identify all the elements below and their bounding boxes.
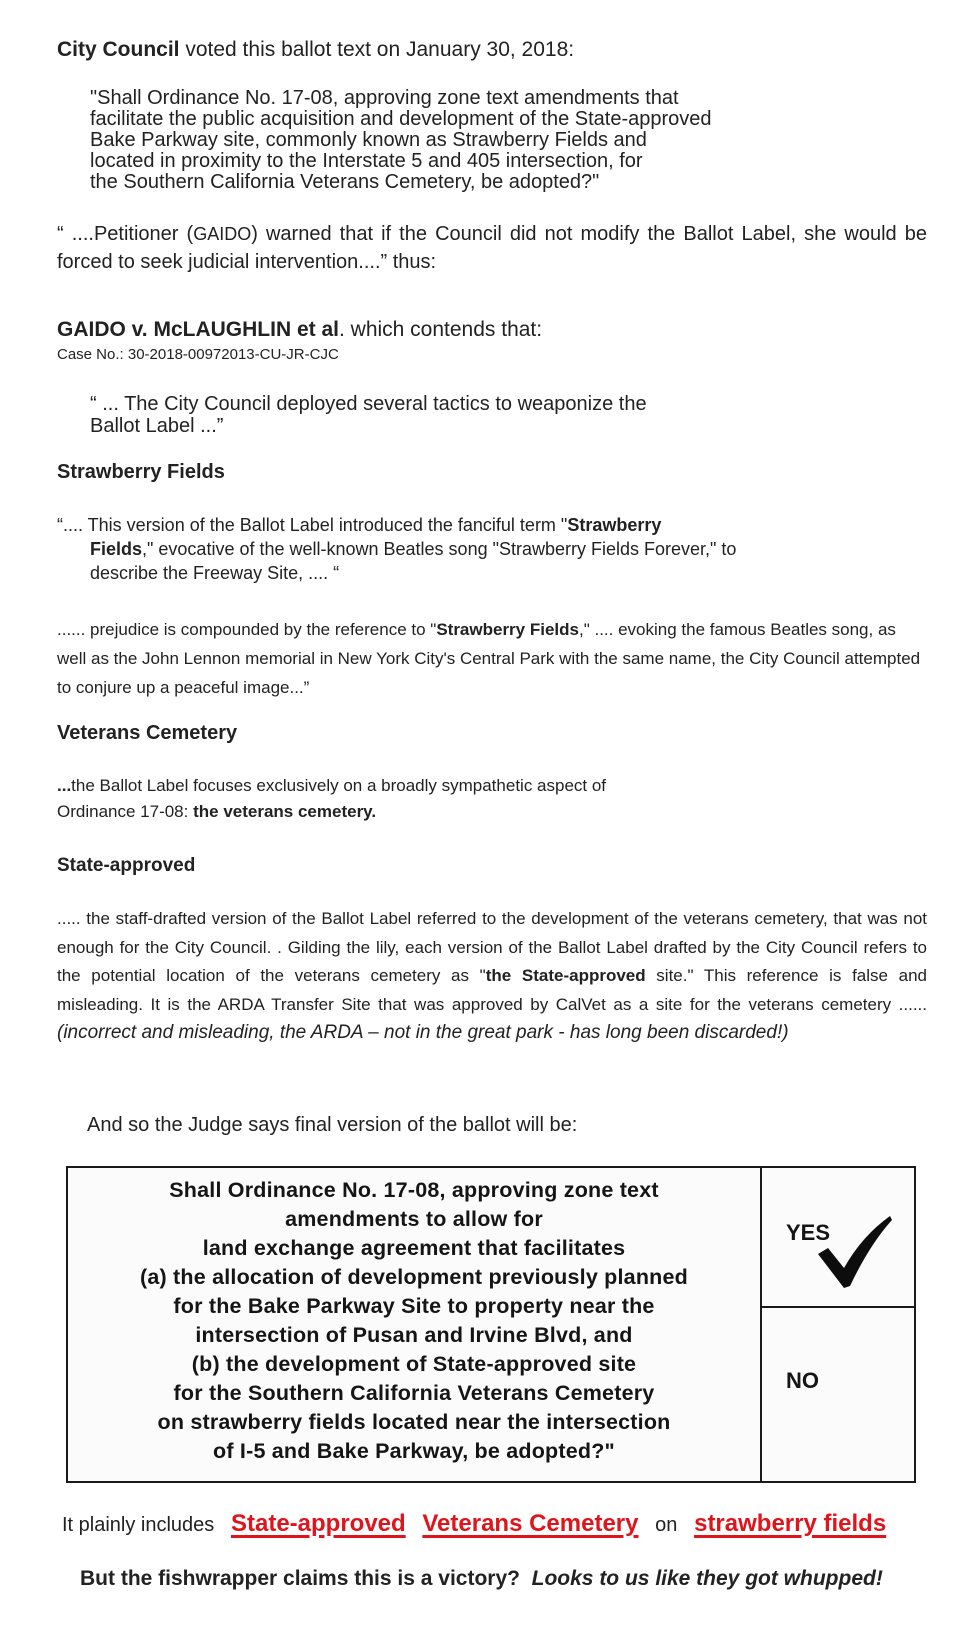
para-text: Ordinance 17-08: xyxy=(57,802,194,821)
para-text: site." This reference is false and misleading. It is the ARDA Transfer Site that was approved by CalVet as a site for the veterans cemetery ...... xyxy=(57,966,927,1014)
ballot-line: land exchange agreement that facilitates xyxy=(202,1236,626,1260)
intro-heading xyxy=(57,38,574,62)
strawberry-fields-paragraph xyxy=(57,615,927,702)
quote-indent-line xyxy=(57,537,897,561)
ballot-line: Shall Ordinance No. 17-08, approving zone text xyxy=(169,1178,659,1202)
para-text: ," .... evoking the famous Beatles song, as well as the John Lennon memorial in New York City's Central Park with the same name, the City Council attempted to conjure up a peaceful image...” xyxy=(57,620,921,697)
ballot-line: (a) the allocation of development previously planned xyxy=(140,1265,688,1289)
ballot-line: intersection of Pusan and Irvine Blvd, and xyxy=(195,1323,633,1347)
quote-bold: Fields xyxy=(90,539,143,559)
para-bold: ... xyxy=(57,776,72,795)
city-council-label: City Council xyxy=(57,38,180,61)
judge-line: And so the Judge says final version of the ballot will be: xyxy=(87,1114,578,1136)
para-bold: the veterans cemetery. xyxy=(193,802,377,821)
ballot-line: (b) the development of State-approved site xyxy=(191,1352,637,1376)
section-heading-strawberry-fields: Strawberry Fields xyxy=(57,461,225,483)
section-heading-veterans-cemetery: Veterans Cemetery xyxy=(57,722,238,744)
state-approved-paragraph xyxy=(57,905,927,1048)
ballot-line: for the Southern California Veterans Cemetery xyxy=(173,1381,655,1405)
final-remark xyxy=(80,1567,883,1591)
conclusion-prefix: It plainly includes xyxy=(62,1514,215,1536)
veterans-cemetery-paragraph xyxy=(57,773,757,825)
petitioner-rest: ) warned that if the Council did not modify the Ballot Label, she would be forced to seek judicial intervention....” thus: xyxy=(57,223,927,273)
quote-text: ," evocative of the well-known Beatles song "Strawberry Fields Forever," to xyxy=(142,539,737,559)
para-line xyxy=(57,773,757,799)
ballot-choices xyxy=(762,1168,914,1481)
quote-line: the Southern California Veterans Cemetery, be adopted?" xyxy=(90,171,600,193)
conclusion-line xyxy=(62,1510,886,1538)
para-bold: Strawberry Fields xyxy=(436,620,579,639)
ballot-choice-no xyxy=(762,1308,914,1481)
quote-line: "Shall Ordinance No. 17-08, approving zone text amendments that xyxy=(90,87,679,109)
quote-line: facilitate the public acquisition and development of the State-approved xyxy=(90,108,712,130)
ballot-choice-yes xyxy=(762,1168,914,1308)
case-quote xyxy=(90,393,790,437)
term-state-approved: State-approved xyxy=(230,1510,406,1537)
quote-line: “ ... The City Council deployed several tactics to weaponize the xyxy=(90,393,647,415)
quote-indent-line: describe the Freeway Site, .... “ xyxy=(90,563,340,583)
ballot-line: for the Bake Parkway Site to property near the xyxy=(173,1294,655,1318)
term-strawberry-fields: strawberry fields xyxy=(694,1510,887,1537)
petitioner-paragraph xyxy=(57,220,927,276)
quote-bold: Strawberry xyxy=(567,515,662,535)
conclusion-joiner: on xyxy=(655,1514,678,1536)
term-veterans-cemetery: Veterans Cemetery xyxy=(422,1510,639,1537)
final-ballot-box xyxy=(66,1166,916,1483)
section-heading-state-approved: State-approved xyxy=(57,855,196,876)
quote-text: “.... This version of the Ballot Label introduced the fanciful term " xyxy=(57,515,568,535)
petitioner-prefix: “ ....Petitioner ( xyxy=(57,223,194,245)
ballot-line: of I-5 and Bake Parkway, be adopted?" xyxy=(213,1439,615,1463)
quote-line: located in proximity to the Interstate 5 and 405 intersection, for xyxy=(90,150,643,172)
case-title-rest: . which contends that: xyxy=(338,318,543,341)
intro-heading-rest: voted this ballot text on January 30, 2018: xyxy=(179,38,575,61)
para-text: the Ballot Label focuses exclusively on a broadly sympathetic aspect of xyxy=(71,776,607,795)
no-label: NO xyxy=(786,1368,819,1393)
quote-line: Bake Parkway site, commonly known as Strawberry Fields and xyxy=(90,129,647,151)
ballot-line: amendments to allow for xyxy=(285,1207,543,1231)
original-ballot-quote xyxy=(90,88,790,193)
strawberry-fields-quote xyxy=(57,513,897,585)
para-text: ...... prejudice is compounded by the reference to " xyxy=(57,620,437,639)
quote-line: Ballot Label ...” xyxy=(90,415,224,437)
para-italic-note: (incorrect and misleading, the ARDA – not in the great park - has long been discarded!) xyxy=(57,1022,789,1043)
ballot-line: on strawberry fields located near the intersection xyxy=(157,1410,671,1434)
final-ballot-text xyxy=(68,1168,762,1481)
case-title xyxy=(57,318,542,342)
para-text: ..... the staff-drafted version of the Ballot Label referred to the development of the veterans cemetery, that was not enough for the City Council. . Gilding the lily, each version of the Ballot Label drafted by the City Council refers to the potential location of the veterans cemetery as " xyxy=(57,909,927,985)
case-number: Case No.: 30-2018-00972013-CU-JR-CJC xyxy=(57,346,339,363)
para-bold: the State-approved xyxy=(485,966,646,985)
final-remark-plain: But the fishwrapper claims this is a victory? xyxy=(80,1567,520,1590)
yes-label: YES xyxy=(786,1220,831,1245)
case-name: GAIDO v. McLAUGHLIN et al xyxy=(57,318,339,341)
para-line xyxy=(57,799,757,825)
checkmark-icon xyxy=(814,1210,894,1290)
petitioner-name: GAIDO xyxy=(193,224,252,244)
final-remark-italic: Looks to us like they got whupped! xyxy=(531,1567,883,1590)
